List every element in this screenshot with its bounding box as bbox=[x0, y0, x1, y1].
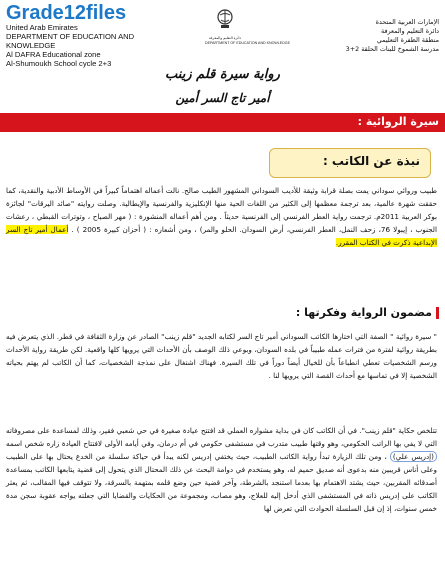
bio-text: طبيب وروائي سوداني يمت بصلة قرابة وثيقة للأديب السوداني المشهور الطيب صالح. نالت أعماله اهتماماً كبيراً في الأوساط الأدبية والنقدية، كما حققت شهرة عالمية، بعد ترجمة معظمها إلى الكثير من اللغات الحية منها الإنكليزية والفرنسية والإيطالية. وصلت روايته "صائد اليرقات" لجائزة بوكر العربية 2011م. ترجمت رواية العطر الفرنسي إلى الفرنسية حديثاً . ومن أهم أعماله المنشورة : ( مهر الصياح ، وتوترات القبطي ، رعشات الجنوب ، إيبولا 76، زحف النمل، العطر الفرنسي، أرض السودان. الحلو والمر) ، ومن أشعاره : ( أحزان كبيرة 2005 ) . bbox=[6, 186, 437, 234]
header-left-line: KNOWLEDGE bbox=[6, 41, 56, 50]
character-name-highlight: (إدريس علي) bbox=[390, 451, 437, 462]
about-author-box bbox=[269, 148, 431, 178]
header-left-line: United Arab Emirates bbox=[6, 23, 78, 32]
paragraph-text: تتلخص حكاية "قلم زينب". في أن الكاتب كان في بداية مشواره العملي قد افتتح عيادة صغيرة في حي شعبي فقير، وذلك لمساعدة على مصروفاته التي لا يفي بها الراتب الحكومي، وهو وقتها طبيب متدرب في مستشفى حكومي في أم درمان، وفي أيامه الأولى لافتتاح العيادة زاره شخص اسمه bbox=[6, 426, 437, 448]
section2-heading-text: مضمون الرواية وفكرتها : bbox=[295, 306, 432, 319]
department-emblem bbox=[205, 6, 290, 45]
header-right-line: مدرسة الشموخ للبنات الحلقة 2+3 bbox=[345, 45, 439, 53]
emblem-icon bbox=[212, 6, 238, 32]
about-author-heading: نبذة عن الكاتب : bbox=[322, 154, 420, 168]
header-left-line: DEPARTMENT OF EDUCATION AND bbox=[6, 32, 135, 41]
header-right bbox=[319, 18, 439, 54]
story-paragraph-1 bbox=[6, 330, 437, 382]
heading-marker bbox=[436, 307, 439, 319]
section2-heading bbox=[296, 306, 439, 319]
author-name: أمير تاج السر أمين bbox=[175, 91, 270, 105]
bio-highlight: أعمال أمير تاج السر الإبداعية ذكرت في الكتاب المقرر. bbox=[6, 225, 437, 247]
author-bio bbox=[6, 184, 437, 249]
header-right-line: الإمارات العربية المتحدة bbox=[375, 18, 439, 26]
header-right-line: دائرة التعليم والمعرفة bbox=[381, 27, 439, 35]
header-right-line: منطقة الظفرة التعليمي bbox=[376, 36, 439, 44]
header-left-line: Al DAFRA Educational zone bbox=[6, 50, 101, 59]
section-bar-label: سيرة الروائية : bbox=[357, 115, 439, 128]
brand-logo-text: Grade12files bbox=[6, 2, 127, 24]
emblem-label-ar: دائرة التعليم والمعرفة bbox=[208, 36, 242, 40]
emblem-label-en: DEPARTMENT OF EDUCATION AND KNOWLEDGE bbox=[205, 40, 290, 45]
header-left bbox=[6, 3, 176, 68]
story-paragraph-2 bbox=[6, 424, 437, 515]
page-title: رواية سيرة قلم زينب bbox=[165, 67, 280, 82]
paragraph-text: ، ومن تلك الزيارة تبدأ رواية الكاتب الطبيب، حيث يختفي إدريس لكنه يبدأ في حياكة سلسلة من الخدع يحتال بها على الطبيب وعلى أناس قريبين منه بدعوى أنه صديق حميم له، وهو يستخدم في دوامة البحث عن ذلك المحتال الذي يتحول إلى قضية يتابعها الكاتب بمساعدة أصدقائه المقربين، حيث يشتد الاهتمام بها بعدما استنجد بالشرطة، وآخر قضية حين وضع قلمه بمتهمة بالسرقة، ولا تتوقف فيها المقالب، ثم يعثر الكاتب على إدريس ذاته في المستشفى الذي أدخل إليه للعلاج، وهو مصاب، ومجموعة من الحكايات والقضايا التي جعلته يواجه عقوبة سجن مدة خمس سنوات، إذ إن قبل السلسلة الحوادث التي تعرض لها bbox=[6, 452, 437, 513]
section-bar bbox=[0, 113, 445, 132]
paragraph-text: " سيرة روائية " الصفة التي اختارها الكاتب السوداني أمير تاج السر لكتابه الجديد "قلم زينب" الصادر عن وزارة الثقافة في قطر. الذي يتعرض فيه بطريقة روائية لفترة من فترات عمله طبيباً في بلده السودان، وبوعي ذلك الوصف بأن الأحداث التي يرويها كلها واقعية. لكن طريقة رواية الأحداث ورسم الشخصيات تعطي انطباعاً بأن للخيال أيضاً دوراً في تلك السيرة. فهناك اشتغال على نمذجة الشخصيات، كما أن الكاتب لم يهتم بحياته الشخصية إلا في تماسها مع أحداث القصة التي يرويها لنا . bbox=[6, 332, 437, 380]
header-left-line: Al-Shumoukh School cycle 2+3 bbox=[6, 59, 112, 68]
